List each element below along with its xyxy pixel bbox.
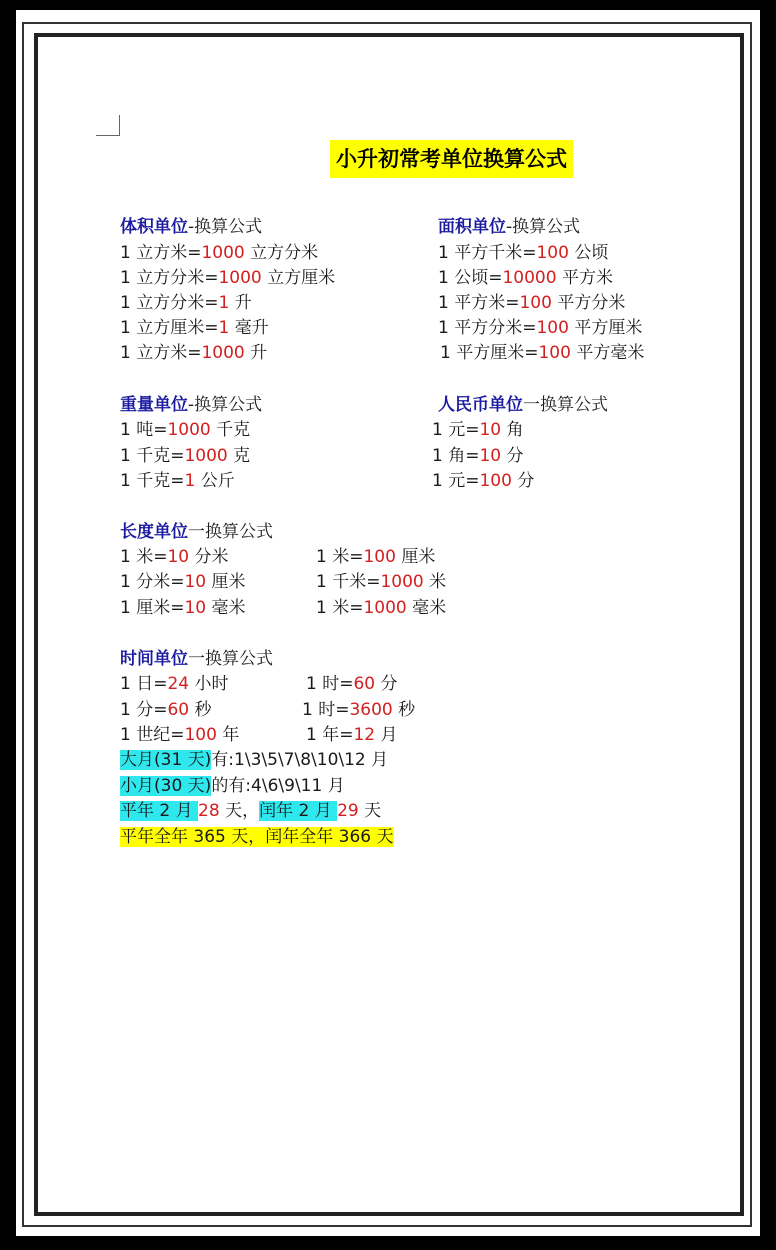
length-heading	[120, 520, 273, 544]
formula-value: 1000	[201, 243, 245, 263]
formula-value: 1000	[218, 268, 262, 288]
formula-value: 10	[479, 420, 502, 440]
formula-value: 1000	[184, 446, 228, 466]
time-heading	[120, 647, 273, 671]
formula-value: 3600	[349, 700, 393, 720]
volume-row	[120, 241, 318, 265]
common-year-feb-unit: 天，	[219, 801, 260, 821]
formula-value: 10	[184, 572, 207, 592]
year-days-line	[120, 825, 394, 849]
formula-value: 100	[536, 243, 569, 263]
formula-left: 1 世纪=	[120, 725, 185, 745]
formula-unit: 厘米	[395, 547, 436, 567]
formula-left: 1 年=	[306, 725, 354, 745]
formula-left: 1 米=	[316, 598, 364, 618]
formula-value: 60	[167, 700, 190, 720]
formula-unit: 年	[216, 725, 240, 745]
formula-left: 1 时=	[302, 700, 350, 720]
formula-unit: 角	[501, 420, 524, 440]
formula-unit: 厘米	[206, 572, 246, 592]
rmb-heading	[438, 393, 608, 417]
common-year-feb-highlight: 平年 2 月	[120, 801, 199, 821]
formula-unit: 立方厘米	[261, 268, 336, 288]
length-row	[316, 545, 435, 569]
formula-unit: 立方分米	[244, 243, 319, 263]
big-month-line	[120, 748, 388, 772]
formula-unit: 米	[423, 572, 447, 592]
length-row	[120, 570, 246, 594]
formula-value: 10	[167, 547, 190, 567]
formula-unit: 分	[375, 674, 398, 694]
screen-edge-right	[760, 0, 776, 1250]
formula-value: 24	[167, 674, 190, 694]
february-days-line	[120, 799, 381, 823]
time-row	[120, 672, 229, 696]
formula-left: 1 平方分米=	[438, 318, 537, 338]
formula-left: 1 千克=	[120, 471, 185, 491]
formula-left: 1 元=	[432, 420, 480, 440]
area-row	[438, 291, 625, 315]
area-row	[438, 241, 608, 265]
formula-left: 1 立方分米=	[120, 293, 219, 313]
document-title: 小升初常考单位换算公式	[330, 140, 573, 178]
length-heading-label: 长度单位	[120, 522, 188, 542]
volume-row	[120, 291, 252, 315]
formula-left: 1 分米=	[120, 572, 185, 592]
screen-edge-top	[0, 0, 776, 10]
time-row	[120, 723, 239, 747]
formula-left: 1 公顷=	[438, 268, 503, 288]
time-row	[306, 672, 398, 696]
area-heading-label: 面积单位	[438, 217, 506, 237]
formula-unit: 公斤	[195, 471, 235, 491]
formula-unit: 平方分米	[551, 293, 626, 313]
small-month-list: 的有:4\6\9\11 月	[211, 776, 345, 796]
formula-left: 1 平方厘米=	[440, 343, 539, 363]
formula-value: 60	[353, 674, 376, 694]
page-border-inner	[34, 33, 744, 1216]
formula-unit: 升	[229, 293, 252, 313]
formula-unit: 分	[501, 446, 524, 466]
area-row	[440, 341, 644, 365]
small-month-highlight: 小月(30 天)	[120, 776, 212, 796]
time-heading-label: 时间单位	[120, 649, 188, 669]
formula-unit: 秒	[392, 700, 416, 720]
formula-left: 1 元=	[432, 471, 480, 491]
formula-unit: 平方米	[556, 268, 613, 288]
formula-left: 1 立方米=	[120, 343, 202, 363]
formula-value: 100	[479, 471, 512, 491]
formula-left: 1 角=	[432, 446, 480, 466]
volume-row	[120, 341, 267, 365]
formula-value: 1	[218, 318, 230, 338]
formula-unit: 分	[511, 471, 535, 491]
time-row	[120, 698, 212, 722]
formula-unit: 毫米	[206, 598, 246, 618]
length-row	[120, 596, 246, 620]
formula-value: 100	[363, 547, 396, 567]
formula-value: 12	[353, 725, 376, 745]
volume-row	[120, 266, 335, 290]
area-row	[438, 266, 613, 290]
time-heading-suffix: 一换算公式	[188, 649, 273, 669]
formula-left: 1 立方分米=	[120, 268, 219, 288]
small-month-line	[120, 774, 345, 798]
formula-value: 1000	[363, 598, 407, 618]
volume-row	[120, 316, 269, 340]
leap-year-feb-highlight: 闰年 2 月	[259, 801, 338, 821]
area-row	[438, 316, 642, 340]
big-month-list: 有:1\3\5\7\8\10\12 月	[211, 750, 389, 770]
weight-row	[120, 418, 250, 442]
length-row	[316, 570, 446, 594]
screen-edge-bottom	[0, 1236, 776, 1250]
weight-row	[120, 444, 250, 468]
formula-value: 1	[184, 471, 196, 491]
length-row	[120, 545, 229, 569]
formula-unit: 升	[244, 343, 268, 363]
formula-value: 1	[218, 293, 230, 313]
rmb-row	[432, 444, 524, 468]
weight-heading	[120, 393, 262, 417]
margin-corner-mark	[96, 115, 120, 136]
formula-unit: 平方厘米	[568, 318, 643, 338]
formula-unit: 平方毫米	[570, 343, 645, 363]
rmb-heading-label: 人民币单位	[438, 395, 523, 415]
formula-value: 1000	[201, 343, 245, 363]
formula-unit: 千克	[210, 420, 251, 440]
volume-heading-suffix: -换算公式	[188, 217, 263, 237]
formula-unit: 毫米	[406, 598, 447, 618]
formula-left: 1 千克=	[120, 446, 185, 466]
formula-value: 100	[536, 318, 569, 338]
weight-heading-label: 重量单位	[120, 395, 188, 415]
weight-row	[120, 469, 235, 493]
formula-left: 1 吨=	[120, 420, 168, 440]
weight-heading-suffix: -换算公式	[188, 395, 263, 415]
formula-unit: 月	[375, 725, 398, 745]
formula-value: 100	[519, 293, 552, 313]
formula-value: 10000	[502, 268, 557, 288]
common-year-feb-days: 28	[198, 801, 220, 821]
formula-left: 1 立方厘米=	[120, 318, 219, 338]
formula-value: 100	[184, 725, 217, 745]
formula-value: 1000	[167, 420, 211, 440]
area-heading-suffix: -换算公式	[506, 217, 581, 237]
formula-unit: 小时	[189, 674, 229, 694]
leap-year-feb-days: 29	[337, 801, 359, 821]
formula-left: 1 分=	[120, 700, 168, 720]
formula-left: 1 立方米=	[120, 243, 202, 263]
screen-edge-left	[0, 0, 16, 1250]
length-heading-suffix: 一换算公式	[188, 522, 273, 542]
rmb-row	[432, 418, 524, 442]
time-row	[302, 698, 415, 722]
formula-value: 10	[479, 446, 502, 466]
formula-left: 1 时=	[306, 674, 354, 694]
formula-value: 1000	[380, 572, 424, 592]
big-month-highlight: 大月(31 天)	[120, 750, 212, 770]
formula-left: 1 米=	[316, 547, 364, 567]
time-row	[306, 723, 398, 747]
formula-left: 1 平方米=	[438, 293, 520, 313]
leap-year-feb-unit: 天	[358, 801, 382, 821]
formula-left: 1 千米=	[316, 572, 381, 592]
formula-unit: 分米	[189, 547, 229, 567]
year-days-highlight: 平年全年 365 天，闰年全年 366 天	[120, 827, 394, 847]
formula-value: 10	[184, 598, 207, 618]
volume-heading	[120, 215, 262, 239]
formula-unit: 克	[227, 446, 251, 466]
formula-left: 1 日=	[120, 674, 168, 694]
formula-unit: 毫升	[229, 318, 269, 338]
formula-value: 100	[538, 343, 571, 363]
volume-heading-label: 体积单位	[120, 217, 188, 237]
formula-unit: 公顷	[568, 243, 609, 263]
length-row	[316, 596, 446, 620]
area-heading	[438, 215, 580, 239]
formula-left: 1 平方千米=	[438, 243, 537, 263]
rmb-heading-suffix: 一换算公式	[523, 395, 608, 415]
formula-left: 1 米=	[120, 547, 168, 567]
formula-unit: 秒	[189, 700, 212, 720]
rmb-row	[432, 469, 534, 493]
formula-left: 1 厘米=	[120, 598, 185, 618]
